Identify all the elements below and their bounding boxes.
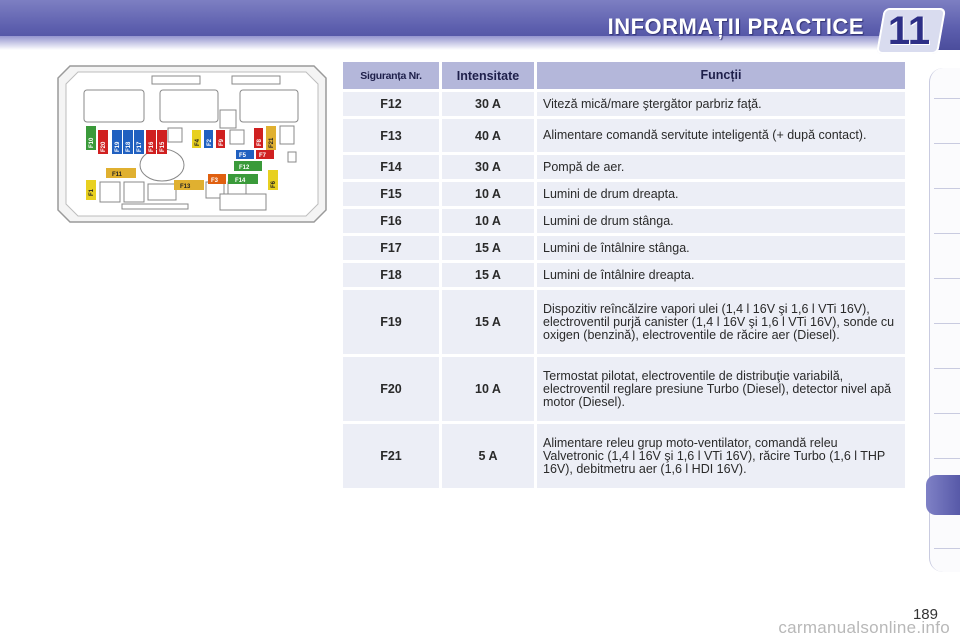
tab-divider [934,368,960,369]
fuse-number: F17 [343,236,439,260]
fuse-F14 [228,174,258,184]
fuse-F12 [234,161,262,171]
fuse-number: F21 [343,424,439,488]
svg-text:F6: F6 [271,180,277,188]
fuse-function: Dispozitiv reîncălzire vapori ulei (1,4 l 16V şi 1,6 l VTi 16V), electroventil purjă canister (1,4 l 16V şi 1,6 l VTi 16V), sonde cu oxigen (benzină), electroventile de răcire aer (Diesel). [537,290,905,354]
svg-text:F8: F8 [257,138,263,146]
fuse-F10 [86,126,96,150]
fuse-amperage: 15 A [442,236,534,260]
fuse-number: F19 [343,290,439,354]
svg-text:F9: F9 [219,138,225,146]
table-row [343,155,905,179]
svg-text:F12: F12 [239,165,250,171]
svg-text:F2: F2 [207,138,213,146]
fuse-function: Pompă de aer. [537,155,905,179]
tab-divider [934,98,960,99]
fuse-function: Viteză mică/mare ştergător parbriz faţă. [537,92,905,116]
watermark: carmanualsonline.info [778,618,950,637]
fuse-amperage: 15 A [442,290,534,354]
fuse-function: Lumini de întâlnire stânga. [537,236,905,260]
fuse-F9 [216,130,225,148]
svg-text:F21: F21 [269,137,275,148]
fuse-F16 [146,130,156,154]
fuse-F4 [192,130,201,148]
fuse-number: F13 [343,119,439,152]
fuse-number: F12 [343,92,439,116]
fuse-F11 [106,168,136,178]
fuse-number: F14 [343,155,439,179]
svg-text:F5: F5 [239,153,247,159]
svg-text:F20: F20 [101,141,107,152]
svg-text:F4: F4 [195,138,201,146]
svg-text:F1: F1 [89,188,95,196]
fuse-number: F16 [343,209,439,233]
fuse-F13 [174,180,204,190]
tab-divider [934,233,960,234]
page-number: 189 [912,606,938,623]
fuse-F19 [112,130,122,154]
fuse-amperage: 5 A [442,424,534,488]
fuse-function: Termostat pilotat, electroventile de distribuţie variabilă, electroventil reglare presiune Turbo (Diesel), detector nivel apă motor (Diesel). [537,357,905,421]
table-row [343,236,905,260]
fuse-table [343,62,905,491]
fuse-function: Lumini de drum dreapta. [537,182,905,206]
svg-text:F7: F7 [259,153,267,159]
fuse-amperage: 30 A [442,155,534,179]
table-row [343,357,905,421]
fuse-function: Alimentare comandă servitute inteligentă (+ după contact). [537,119,905,152]
table-row [343,290,905,354]
tab-divider [934,323,960,324]
svg-text:F18: F18 [126,141,132,152]
fuse-amperage: 10 A [442,357,534,421]
table-row [343,182,905,206]
fuse-amperage: 30 A [442,92,534,116]
table-row [343,92,905,116]
fuse-function: Lumini de întâlnire dreapta. [537,263,905,287]
fuse-F15 [157,130,167,154]
fuse-amperage: 10 A [442,182,534,206]
tab-divider [934,143,960,144]
fuse-F18 [123,130,133,154]
svg-text:F19: F19 [115,141,121,152]
fuse-F17 [134,130,144,154]
fuse-F5 [236,150,254,159]
svg-text:F14: F14 [235,178,246,184]
tab-divider [934,548,960,549]
table-row [343,209,905,233]
table-row [343,424,905,488]
fuse-F20 [98,130,108,154]
fuse-box-diagram [56,64,328,224]
svg-text:F11: F11 [112,172,123,178]
table-row [343,263,905,287]
fuse-amperage: 10 A [442,209,534,233]
fuse-number: F15 [343,182,439,206]
table-row [343,119,905,152]
tab-divider [934,278,960,279]
fuse-function: Lumini de drum stânga. [537,209,905,233]
fuse-F7 [256,150,274,159]
svg-text:F10: F10 [89,137,95,148]
tab-divider [934,413,960,414]
fuse-number: F18 [343,263,439,287]
active-chapter-tab[interactable] [926,475,960,515]
fuse-F2 [204,130,213,148]
header-amperage: Intensitate [442,62,534,89]
fuse-F1 [86,180,96,200]
fuse-number: F20 [343,357,439,421]
fuse-amperage: 40 A [442,119,534,152]
tab-divider [934,458,960,459]
page-title: INFORMAȚII PRACTICE [607,14,864,39]
header-fuse-number: Siguranța Nr. [343,62,439,89]
fuse-F21 [266,126,276,150]
fuse-F3 [208,174,226,184]
svg-text:F3: F3 [211,178,219,184]
fuse-function: Alimentare releu grup moto-ventilator, comandă releu Valvetronic (1,4 l 16V şi 1,6 l VTi 16V), răcire Turbo (1,6 l THP 16V), debitmetru aer (1,6 l HDI 16V). [537,424,905,488]
svg-text:F17: F17 [137,141,143,152]
fuse-F6 [268,170,278,190]
table-header-row [343,62,905,89]
fuse-F8 [254,128,263,148]
fuse-amperage: 15 A [442,263,534,287]
header-function: Funcții [537,62,905,89]
svg-text:F15: F15 [160,141,166,152]
svg-text:F13: F13 [180,184,191,190]
svg-text:F16: F16 [149,141,155,152]
tab-divider [934,188,960,189]
chapter-number: 11 [887,9,931,53]
